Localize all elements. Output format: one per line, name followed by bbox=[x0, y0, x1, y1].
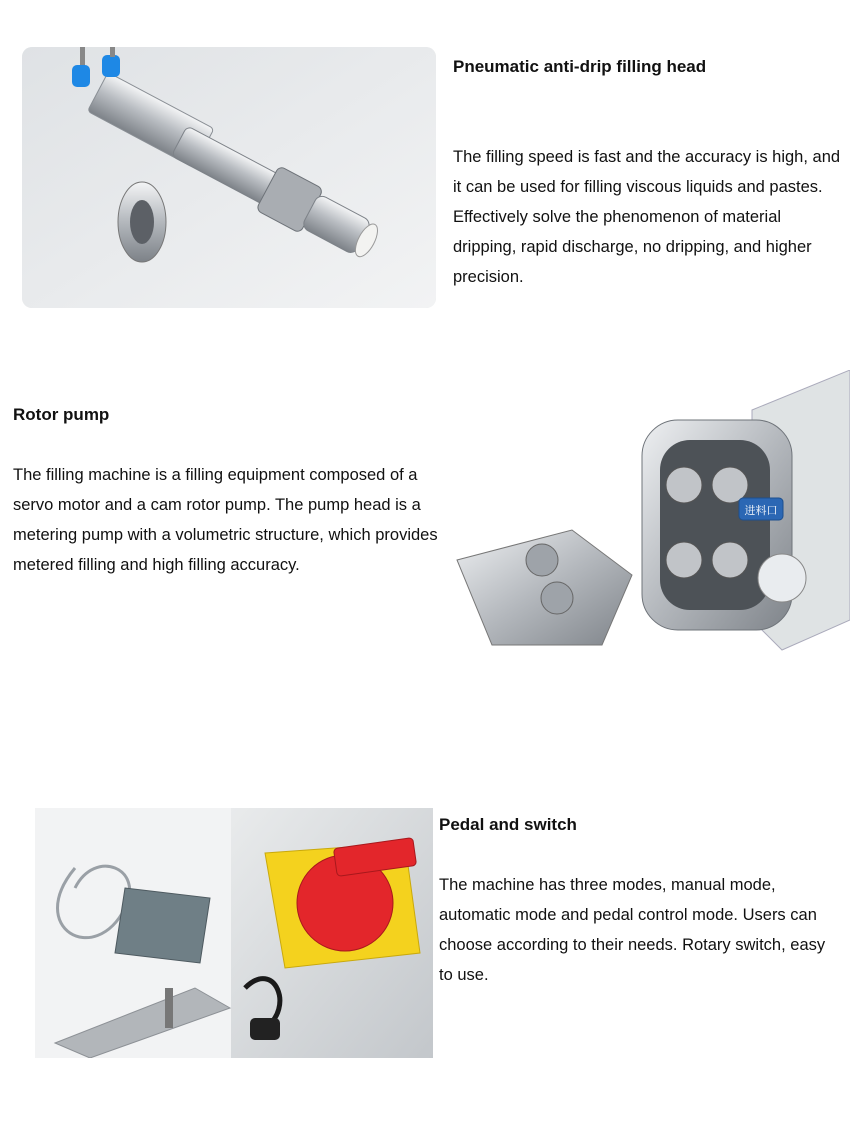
section-body-rotor-pump: The filling machine is a filling equipment composed of a servo motor and a cam rotor pump. The pump head is a metering pump with a volumetric structure, which provides metered filling and high filling accuracy. bbox=[13, 466, 438, 574]
section-title-rotor-pump: Rotor pump bbox=[13, 405, 110, 424]
section-title-pedal-switch: Pedal and switch bbox=[439, 815, 577, 834]
rotor-pump-photo-icon bbox=[452, 370, 850, 660]
section-body-filling-head: The filling speed is fast and the accuracy is high, and it can be used for filling viscous liquids and pastes. Effectively solve the phenomenon of material dripping, rapid discharge, no dripping, and higher precision. bbox=[453, 148, 841, 286]
section-title-filling-head: Pneumatic anti-drip filling head bbox=[453, 57, 707, 76]
rotor-pump-image bbox=[452, 370, 850, 660]
pedal-switch-image bbox=[35, 808, 433, 1058]
filling-head-photo-icon bbox=[22, 47, 436, 308]
section-body-pedal-switch: The machine has three modes, manual mode, automatic mode and pedal control mode. Users can choose according to their needs. Rotary switch, easy to use. bbox=[439, 876, 826, 984]
pedal-switch-photo-icon bbox=[35, 808, 433, 1058]
pump-inlet-label: 进料口 bbox=[744, 504, 778, 517]
filling-head-image bbox=[22, 47, 436, 308]
